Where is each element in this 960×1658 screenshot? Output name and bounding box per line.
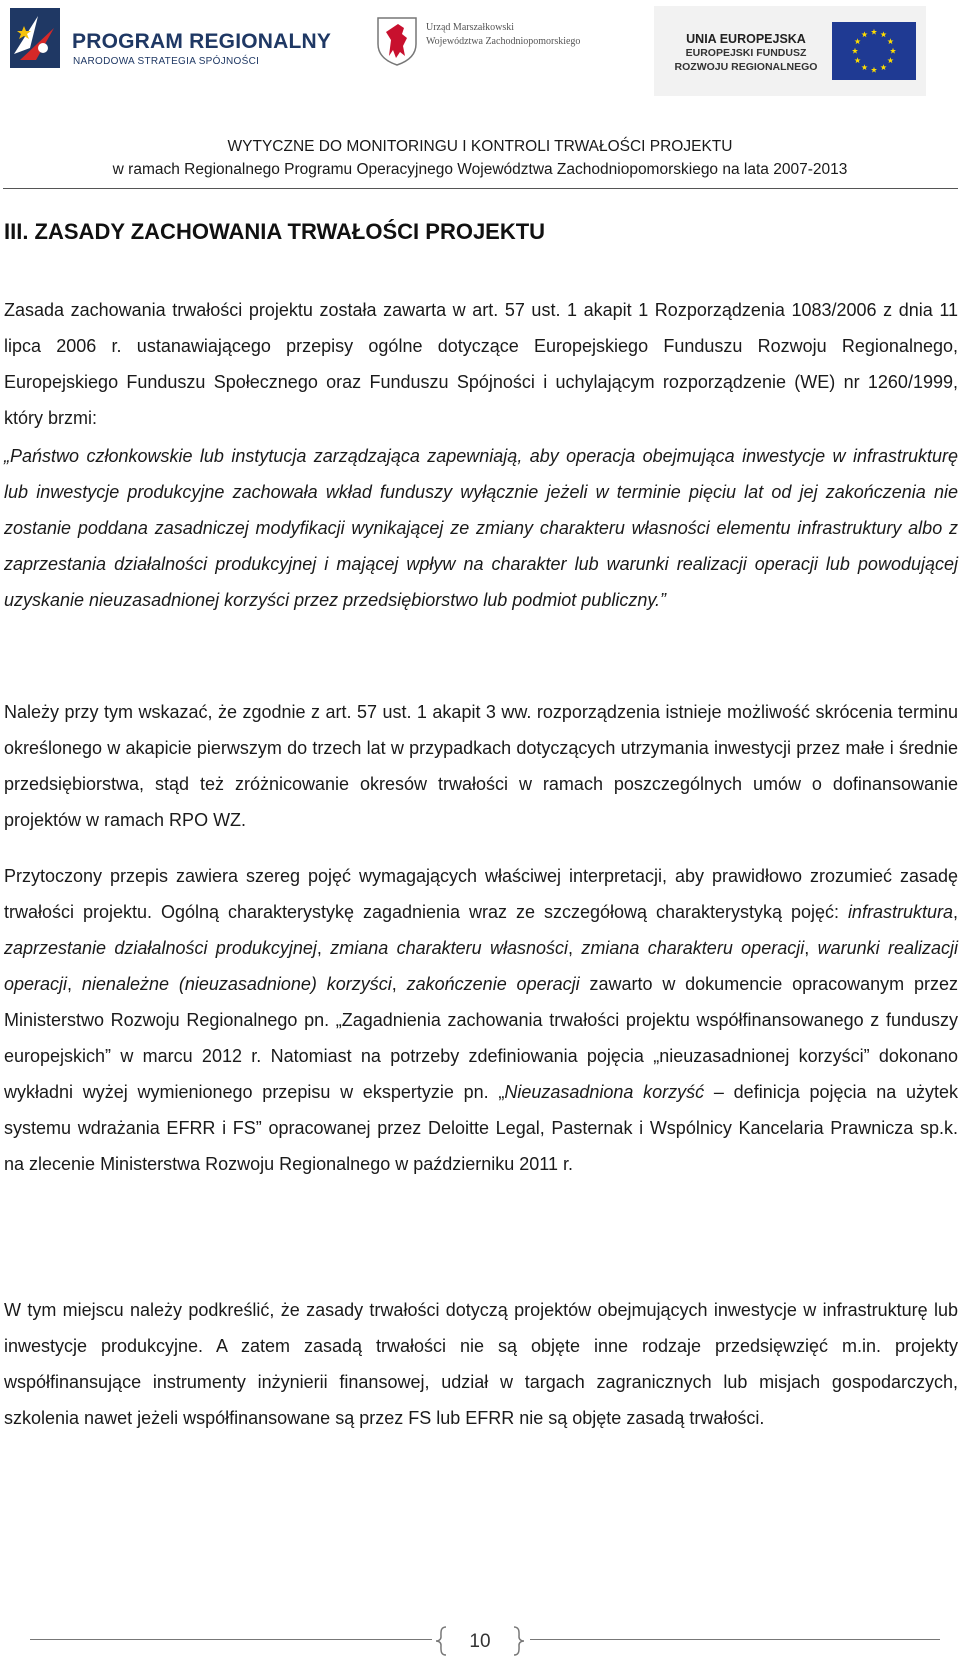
p4-text-1: Przytoczony przepis zawiera szereg pojęć wymagających właściwej interpretacji, aby prawidłowo zrozumieć zasadę trwałości projektu. Ogólną charakterystykę zagadnienia wraz ze szczegółową charakterystyką pojęć:: [4, 866, 958, 922]
urzad-marszalkowski-logo: [376, 16, 606, 76]
running-header: [0, 137, 960, 181]
urzad-line-1: Urząd Marszałkowski: [426, 22, 515, 33]
p4-text-8: zawarto w dokumencie opracowanym przez Ministerstwo Rozwoju Regionalnego pn. „Zagadnienia zachowania trwałości projektu współfinansowanego z funduszy europejskich” w marcu 2012 r. Natomiast na potrzeby zdefiniowania pojęcia „nieuzasadnionej korzyści” dokonano wykładni wyżej wymienionego przepisu w ekspertyzie pn. „: [4, 974, 958, 1102]
paragraph-shortened-term: Należy przy tym wskazać, że zgodnie z art. 57 ust. 1 akapit 3 ww. rozporządzenia istnieje możliwość skrócenia terminu określonego w akapicie pierwszym do trzech lat w przypadkach dotyczących utrzymania inwestycji przez małe i średnie przedsiębiorstwa, stąd też zróżnicowanie okresów trwałości w ramach poszczególnych umów o dofinansowanie projektów w ramach RPO WZ.: [4, 702, 958, 830]
eu-line-1: UNIA EUROPEJSKA: [686, 32, 806, 46]
griffin-shield-icon: [376, 16, 418, 66]
paragraph-regulation-quote: „Państwo członkowskie lub instytucja zarządzająca zapewniają, aby operacja obejmująca inwestycje w infrastrukturę lub inwestycje produkcyjne zachowała wkład funduszy wyłącznie jeżeli w terminie pięciu lat od jej zakończenia nie zostanie poddana zasadniczej modyfikacji wynikającej ze zmiany charakteru własności elementu infrastruktury albo z zaprzestania działalności produkcyjnej i mającej wpływ na charakter lub warunki realizacji operacji lub powodującej uzyskanie nieuzasadnionej korzyści przez przedsiębiorstwo lub podmiot publiczny.”: [4, 446, 958, 610]
eu-line-2: EUROPEJSKI FUNDUSZ: [685, 47, 807, 59]
paragraph-legal-basis: Zasada zachowania trwałości projektu została zawarta w art. 57 ust. 1 akapit 1 Rozporządzenia 1083/2006 z dnia 11 lipca 2006 r. ustanawiającego przepisy ogólne dotyczące Europejskiego Funduszu Rozwoju Regionalnego, Europejskiego Funduszu Społecznego oraz Funduszu Spójności i uchylającym rozporządzenie (WE) nr 1260/1999, który brzmi:: [4, 300, 958, 428]
eu-text-block: [666, 32, 826, 74]
term-zaprzestanie: zaprzestanie działalności produkcyjnej: [4, 938, 317, 958]
logo-bar: [0, 0, 960, 100]
p4-text-3: ,: [316, 938, 331, 958]
eu-line-3: ROZWOJU REGIONALNEGO: [674, 61, 818, 73]
footer-rule-right: [530, 1639, 940, 1640]
program-regionalny-title: PROGRAM REGIONALNY: [72, 30, 332, 53]
p4-text-7: ,: [391, 974, 407, 994]
term-warunki-realizacji: warunki realizacji operacji: [4, 938, 958, 994]
p4-text-2: ,: [952, 902, 958, 922]
term-nienalezne-korzysci: nienależne (nieuzasadnione) korzyści: [81, 974, 392, 994]
eu-logo: [654, 6, 926, 96]
paragraph-scope: W tym miejscu należy podkreślić, że zasady trwałości dotyczą projektów obejmujących inwestycje w infrastrukturę lub inwestycje produkcyjne. A zatem zasadą trwałości nie są objęte inne rodzaje przedsięwzięć m.in. projekty współfinansujące instrumenty inżynierii finansowej, udział w targach zagranicznych lub misjach gospodarczych, szkolenia nawet jeżeli współfinansowane są przez FS lub EFRR nie są objęte zasadą trwałości.: [4, 1300, 958, 1428]
right-bracket-icon: [512, 1626, 526, 1656]
header-subtitle: w ramach Regionalnego Programu Operacyjnego Województwa Zachodniopomorskiego na lata 2007-2013: [112, 161, 848, 178]
paragraph-interpretation: [4, 858, 958, 1182]
program-regionalny-subtitle: NARODOWA STRATEGIA SPÓJNOŚCI: [73, 56, 260, 67]
header-divider: [3, 188, 958, 189]
eu-flag-icon: [832, 22, 916, 80]
term-nieuzasadniona-korzysc: Nieuzasadniona korzyść: [504, 1082, 705, 1102]
p4-text-9: – definicja pojęcia na użytek systemu wdrażania EFRR i FS” opracowanej przez Deloitte Legal, Pasternak i Wspólnicy Kancelaria Prawnicza sp.k. na zlecenie Ministerstwa Rozwoju Regionalnego w październiku 2011 r.: [4, 1082, 958, 1174]
section-title: III. ZASADY ZACHOWANIA TRWAŁOŚCI PROJEKTU: [4, 219, 546, 244]
term-zmiana-wlasnosci: zmiana charakteru własności: [330, 938, 569, 958]
term-zakonczenie-operacji: zakończenie operacji: [406, 974, 580, 994]
p4-text-6: ,: [67, 974, 82, 994]
footer-rule-left: [30, 1639, 432, 1640]
p4-text-4: ,: [568, 938, 582, 958]
program-regionalny-mark-icon: [10, 8, 60, 68]
page-number: 10: [469, 1631, 491, 1652]
header-title: WYTYCZNE DO MONITORINGU I KONTROLI TRWAŁOŚCI PROJEKTU: [227, 138, 733, 155]
term-zmiana-operacji: zmiana charakteru operacji: [581, 938, 805, 958]
urzad-line-2: Województwa Zachodniopomorskiego: [426, 36, 581, 47]
term-infrastruktura: infrastruktura: [847, 902, 953, 922]
p4-text-5: ,: [804, 938, 818, 958]
page-footer: [0, 1626, 960, 1658]
left-bracket-icon: [434, 1626, 448, 1656]
program-regionalny-logo: [10, 8, 332, 68]
